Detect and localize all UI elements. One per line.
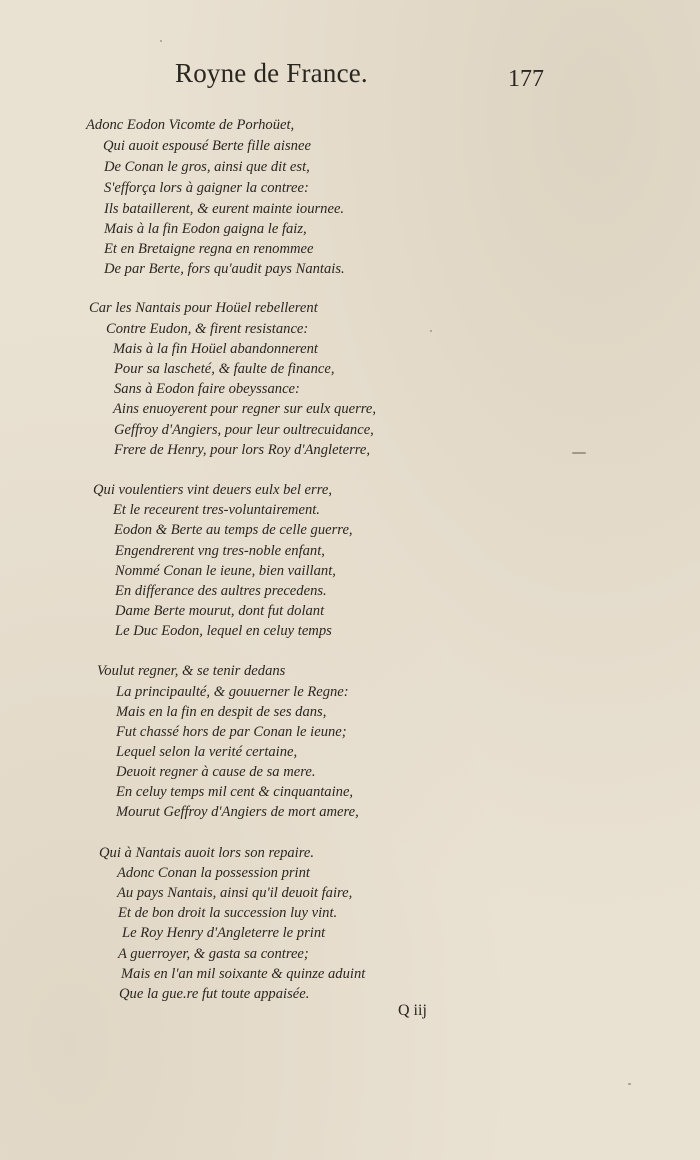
verse-line: Le Roy Henry d'Angleterre le print [122,925,326,941]
verse-line: Eodon & Berte au temps de celle guerre, [114,522,353,538]
verse-line: Ains enuoyerent pour regner sur eulx querre, [113,401,377,417]
verse-line: Qui à Nantais auoit lors son repaire. [99,845,315,861]
verse-line: Fut chassé hors de par Conan le ieune; [116,724,347,740]
verse-line: Mais en la fin en despit de ses dans, [116,704,327,720]
verse-line: Le Duc Eodon, lequel en celuy temps [115,623,332,639]
paper-speck [628,1083,631,1085]
verse-line: Adonc Conan la possession print [117,865,310,881]
verse-line: Deuoit regner à cause de sa mere. [116,764,316,780]
page-number: 177 [508,66,544,92]
paper-speck [572,452,586,454]
verse-line: Dame Berte mourut, dont fut dolant [115,603,325,619]
verse-line: Mais en l'an mil soixante & quinze aduint [121,966,366,982]
verse-line: Mais à la fin Hoüel abandonnerent [113,341,318,357]
verse-line: Frere de Henry, pour lors Roy d'Angleterre, [114,442,371,458]
verse-line: En differance des aultres precedens. [115,583,327,599]
verse-line: Engendrerent vng tres-noble enfant, [115,543,325,559]
verse-line: Car les Nantais pour Hoüel rebellerent [89,300,318,316]
verse-line: Pour sa lascheté, & faulte de finance, [114,361,335,377]
running-header-title: Royne de France. [175,58,368,88]
verse-line: Et le receurent tres-voluntairement. [113,502,320,518]
verse-line: Mourut Geffroy d'Angiers de mort amere, [116,804,359,820]
verse-line: Qui auoit espousé Berte fille aisnee [103,138,311,154]
verse-line: Voulut regner, & se tenir dedans [97,663,286,679]
verse-line: Et de bon droit la succession luy vint. [118,905,338,921]
verse-line: Sans à Eodon faire obeyssance: [114,381,300,397]
verse-line: A guerroyer, & gasta sa contree; [118,946,309,962]
verse-line: La principaulté, & gouuerner le Regne: [116,684,349,700]
verse-line: En celuy temps mil cent & cinquantaine, [116,784,354,800]
verse-line: Au pays Nantais, ainsi qu'il deuoit faire, [117,885,353,901]
paper-speck [430,330,432,332]
verse-line: Que la gue.re fut toute appaisée. [119,986,310,1002]
verse-line: Mais à la fin Eodon gaigna le faiz, [104,221,307,237]
verse-line: Et en Bretaigne regna en renommee [104,241,314,257]
paper-speck [160,40,162,42]
verse-line: Lequel selon la verité certaine, [116,744,298,760]
verse-line: De Conan le gros, ainsi que dit est, [104,159,310,175]
verse-line: Geffroy d'Angiers, pour leur oultrecuidance, [114,422,374,438]
verse-line: S'efforça lors à gaigner la contree: [104,180,309,196]
signature-mark: Q iij [398,1002,427,1019]
verse-line: Ils bataillerent, & eurent mainte iournee. [104,201,345,217]
verse-line: Contre Eudon, & firent resistance: [106,321,309,337]
verse-line: Adonc Eodon Vicomte de Porhoüet, [86,117,295,133]
verse-line: Nommé Conan le ieune, bien vaillant, [115,563,336,579]
verse-line: Qui voulentiers vint deuers eulx bel erre, [93,482,332,498]
verse-line: De par Berte, fors qu'audit pays Nantais. [104,261,345,277]
